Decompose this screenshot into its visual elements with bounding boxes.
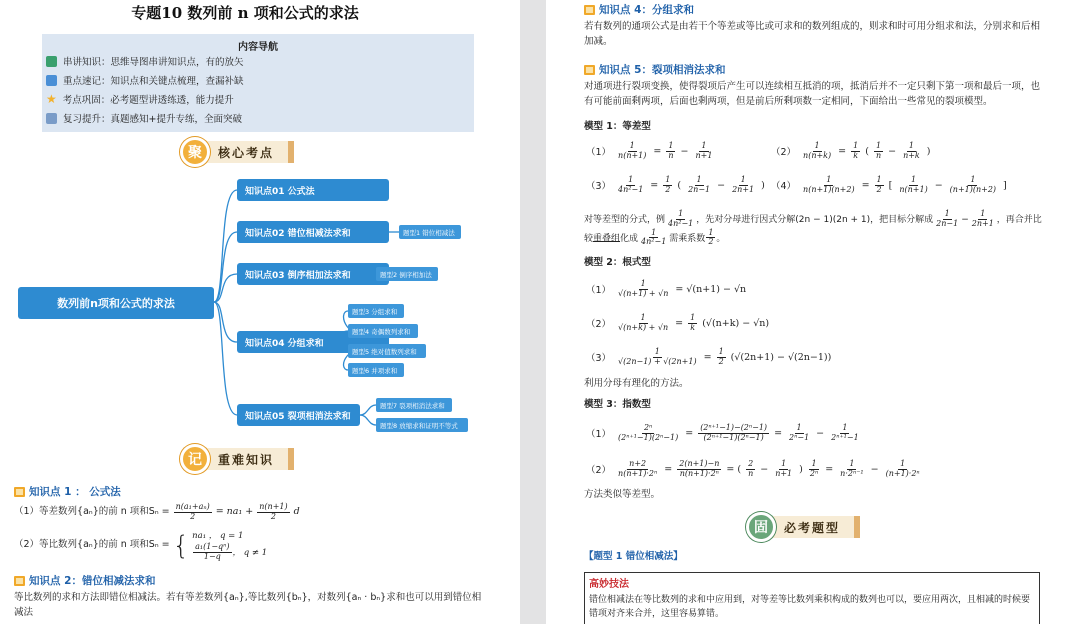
section-marker-icon	[584, 5, 595, 15]
model2-formula-3: （3） $\frac{1}{√(2n-1) + √(2n+1)}$ = $\frac{1}{2}$ (√(2n+1) − √(2n−1))	[586, 347, 832, 366]
model3-note: 方法类似等差型。	[584, 489, 661, 500]
kp1-line2: （2）等比数列{aₙ}的前 n 项和Sₙ = { na₁ ， q = 1 $\frac{\text{a₁(1−qⁿ)}}{1-q}$ ， q ≠ 1	[14, 530, 268, 561]
kp5-text: 对通项进行裂项变换，使得裂项后产生可以连续相互抵消的项，抵消后并不一定只剩下第一项和最后一项，也有可能前面剩两项，后面也剩两项，但是前后所剩项数一定相同，下面给出一些常见的裂项模型。	[584, 81, 1041, 107]
banner-must-label: 必考题型	[768, 516, 860, 538]
nav-item-label: 重点速记：知识点和关键点梳理，查漏补缺	[63, 76, 244, 87]
nav-item	[46, 73, 244, 87]
mindmap-node: 知识点03 倒序相加法求和	[237, 263, 389, 285]
banner-core-label: 核心考点	[202, 141, 294, 163]
model1-formula-2: （2） $\frac{1}{n(n+k)}$ = $\frac{1}{k}$ ( $\frac{1}{n}$ − $\frac{1}{n+k}$ )	[771, 141, 931, 160]
model1-title: 模型 1：等差型	[584, 121, 651, 132]
skill-box	[584, 572, 1040, 624]
model2-formula-1: （1） $\frac{1}{√(n+1) + √n}$ = √(n+1) − √n	[586, 279, 747, 298]
model3-title: 模型 3：指数型	[584, 399, 651, 410]
book-check-icon	[46, 56, 57, 67]
star-icon: ★	[46, 91, 57, 106]
mindmap-leaf: 题型5 绝对值数列求和	[348, 344, 426, 358]
mindmap-leaf: 题型2 倒序相加法	[376, 267, 438, 281]
model1-formula-1: （1） $\frac{1}{n(n+1)}$ = $\frac{1}{n}$ − $\frac{1}{n+1}$	[586, 141, 713, 160]
model1-formula-3: （3） $\frac{1}{\text{4n²−1}}$ = $\frac{1}{2}$ ( $\frac{1}{2n-1}$ − $\frac{1}{2n+1}$ )	[586, 175, 765, 194]
mindmap-leaf: 题型8 放缩求和证明不等式	[376, 418, 468, 432]
skill-body: 错位相减法在等比数列的求和中应用到，对等差等比数列乘积构成的数列也可以，要应用两次，且相减的时候要错项对齐来合并，这里容易算错。	[589, 595, 1031, 620]
kp2-title: 知识点 2：错位相减法求和	[14, 573, 155, 588]
banner-must-badge: 固	[746, 512, 776, 542]
section-marker-icon	[584, 65, 595, 75]
section-marker-icon	[14, 487, 25, 497]
mindmap-node: 知识点01 公式法	[237, 179, 389, 201]
banner-core-points	[180, 137, 294, 167]
nav-heading: 内容导航	[238, 42, 278, 53]
notebook-icon	[46, 75, 57, 86]
nav-item-label: 考点巩固：必考题型讲透练透，能力提升	[62, 95, 234, 106]
pencil-paper-icon	[46, 113, 57, 124]
banner-key-badge: 记	[180, 444, 210, 474]
mindmap-leaf: 题型7 裂项相消法求和	[376, 398, 452, 412]
mindmap-leaf: 题型3 分组求和	[348, 304, 404, 318]
kp1-title: 知识点 1 ： 公式法	[14, 484, 121, 499]
banner-key-knowledge	[180, 444, 294, 474]
content-nav-box	[42, 34, 474, 132]
model1-note: 对等差型的分式，例 $\frac{1}{\text{4n²−1}}$ ，先对分母进行因式分解(2n − 1)(2n + 1)，把目标分解成 $\frac{1}{2n-1}$ − $\frac{1}{2n+1}$ ，再合并比较重叠组化成 $\frac{1}{\text{4n²−1}}$ 需乘系数 $\frac{1}{2}$ 。	[584, 209, 1042, 247]
page-gutter	[520, 0, 546, 624]
kp5-title: 知识点 5：裂项相消法求和	[584, 62, 725, 77]
model2-note: 利用分母有理化的方法。	[584, 378, 689, 389]
kp1-line1: （1）等差数列{aₙ}的前 n 项和Sₙ = $\frac{\text{n(a₁+aₙ)}}{2}$ = na₁ + $\frac{n(n+1)}{2}$ d	[14, 502, 300, 521]
q1-title: 【题型 1 错位相减法】	[584, 551, 683, 562]
model1-formula-4: （4） $\frac{1}{n(n+1)(n+2)}$ = $\frac{1}{2}$ [ $\frac{1}{n(n+1)}$ − $\frac{1}{(n+1)(n+2)}$ ]	[771, 175, 1007, 194]
nav-item	[46, 54, 244, 68]
banner-must-questions	[746, 512, 860, 542]
mindmap-root: 数列前n项和公式的求法	[18, 287, 214, 319]
nav-item-label: 复习提升：真题感知+提升专练，全面突破	[63, 114, 242, 125]
kp4-text: 若有数列的通项公式是由若干个等差或等比或可求和的数列组成的，则求和时可用分组求和法，分别求和后相加减。	[584, 21, 1041, 47]
doc-title: 专题10 数列前 n 项和公式的求法	[131, 4, 359, 22]
banner-core-badge: 聚	[180, 137, 210, 167]
mindmap-node: 知识点05 裂项相消法求和	[237, 404, 360, 426]
banner-key-label: 重难知识	[202, 448, 294, 470]
mindmap-node: 知识点04 分组求和	[237, 331, 389, 353]
mindmap-leaf: 题型6 并项求和	[348, 363, 404, 377]
left-page	[0, 0, 520, 624]
skill-title: 高妙技法	[589, 579, 629, 590]
model2-formula-2: （2） $\frac{1}{√(n+k) + √n}$ = $\frac{1}{k}$ (√(n+k) − √n)	[586, 313, 770, 332]
mindmap-node: 知识点02 错位相减法求和	[237, 221, 389, 243]
right-page	[546, 0, 1080, 624]
nav-item-label: 串讲知识：思维导图串讲知识点，有的放矢	[63, 57, 244, 68]
model2-title: 模型 2：根式型	[584, 257, 651, 268]
model3-formula-2: （2） $\frac{n+2}{\text{n(n+1)·2ⁿ}}$ = $\frac{2(n+1)-n}{\text{n(n+1)·2ⁿ}}$ = ( $\frac{2}{n}$ − $\frac{1}{n+1}$ ) $\frac{1}{\text{2ⁿ}}$ = $\frac{1}{\text{n·2ⁿ⁻¹}}$ − $\frac{1}{\text{(n+1)·2ⁿ}}$	[586, 459, 920, 478]
nav-item	[46, 111, 242, 125]
model3-formula-1: （1） $\frac{\text{2ⁿ}}{\text{(2ⁿ⁺¹−1)(2ⁿ−1)}}$ = $\frac{\text{(2ⁿ⁺¹−1)−(2ⁿ−1)}}{\text{(2ⁿ⁺¹−1)(2ⁿ−1)}}$ = $\frac{1}{\text{2ⁿ−1}}$ − $\frac{1}{\text{2ⁿ⁺¹−1}}$	[586, 423, 859, 442]
mindmap-leaf: 题型1 错位相减法	[399, 225, 461, 239]
kp2-text: 等比数列的求和方法即错位相减法。若有等差数列{aₙ},等比数列{bₙ}，对数列{aₙ · bₙ}求和也可以用到错位相减法	[14, 592, 482, 618]
kp4-title: 知识点 4：分组求和	[584, 2, 694, 17]
mindmap-leaf: 题型4 奇偶数列求和	[348, 324, 418, 338]
nav-item	[46, 92, 234, 106]
section-marker-icon	[14, 576, 25, 586]
